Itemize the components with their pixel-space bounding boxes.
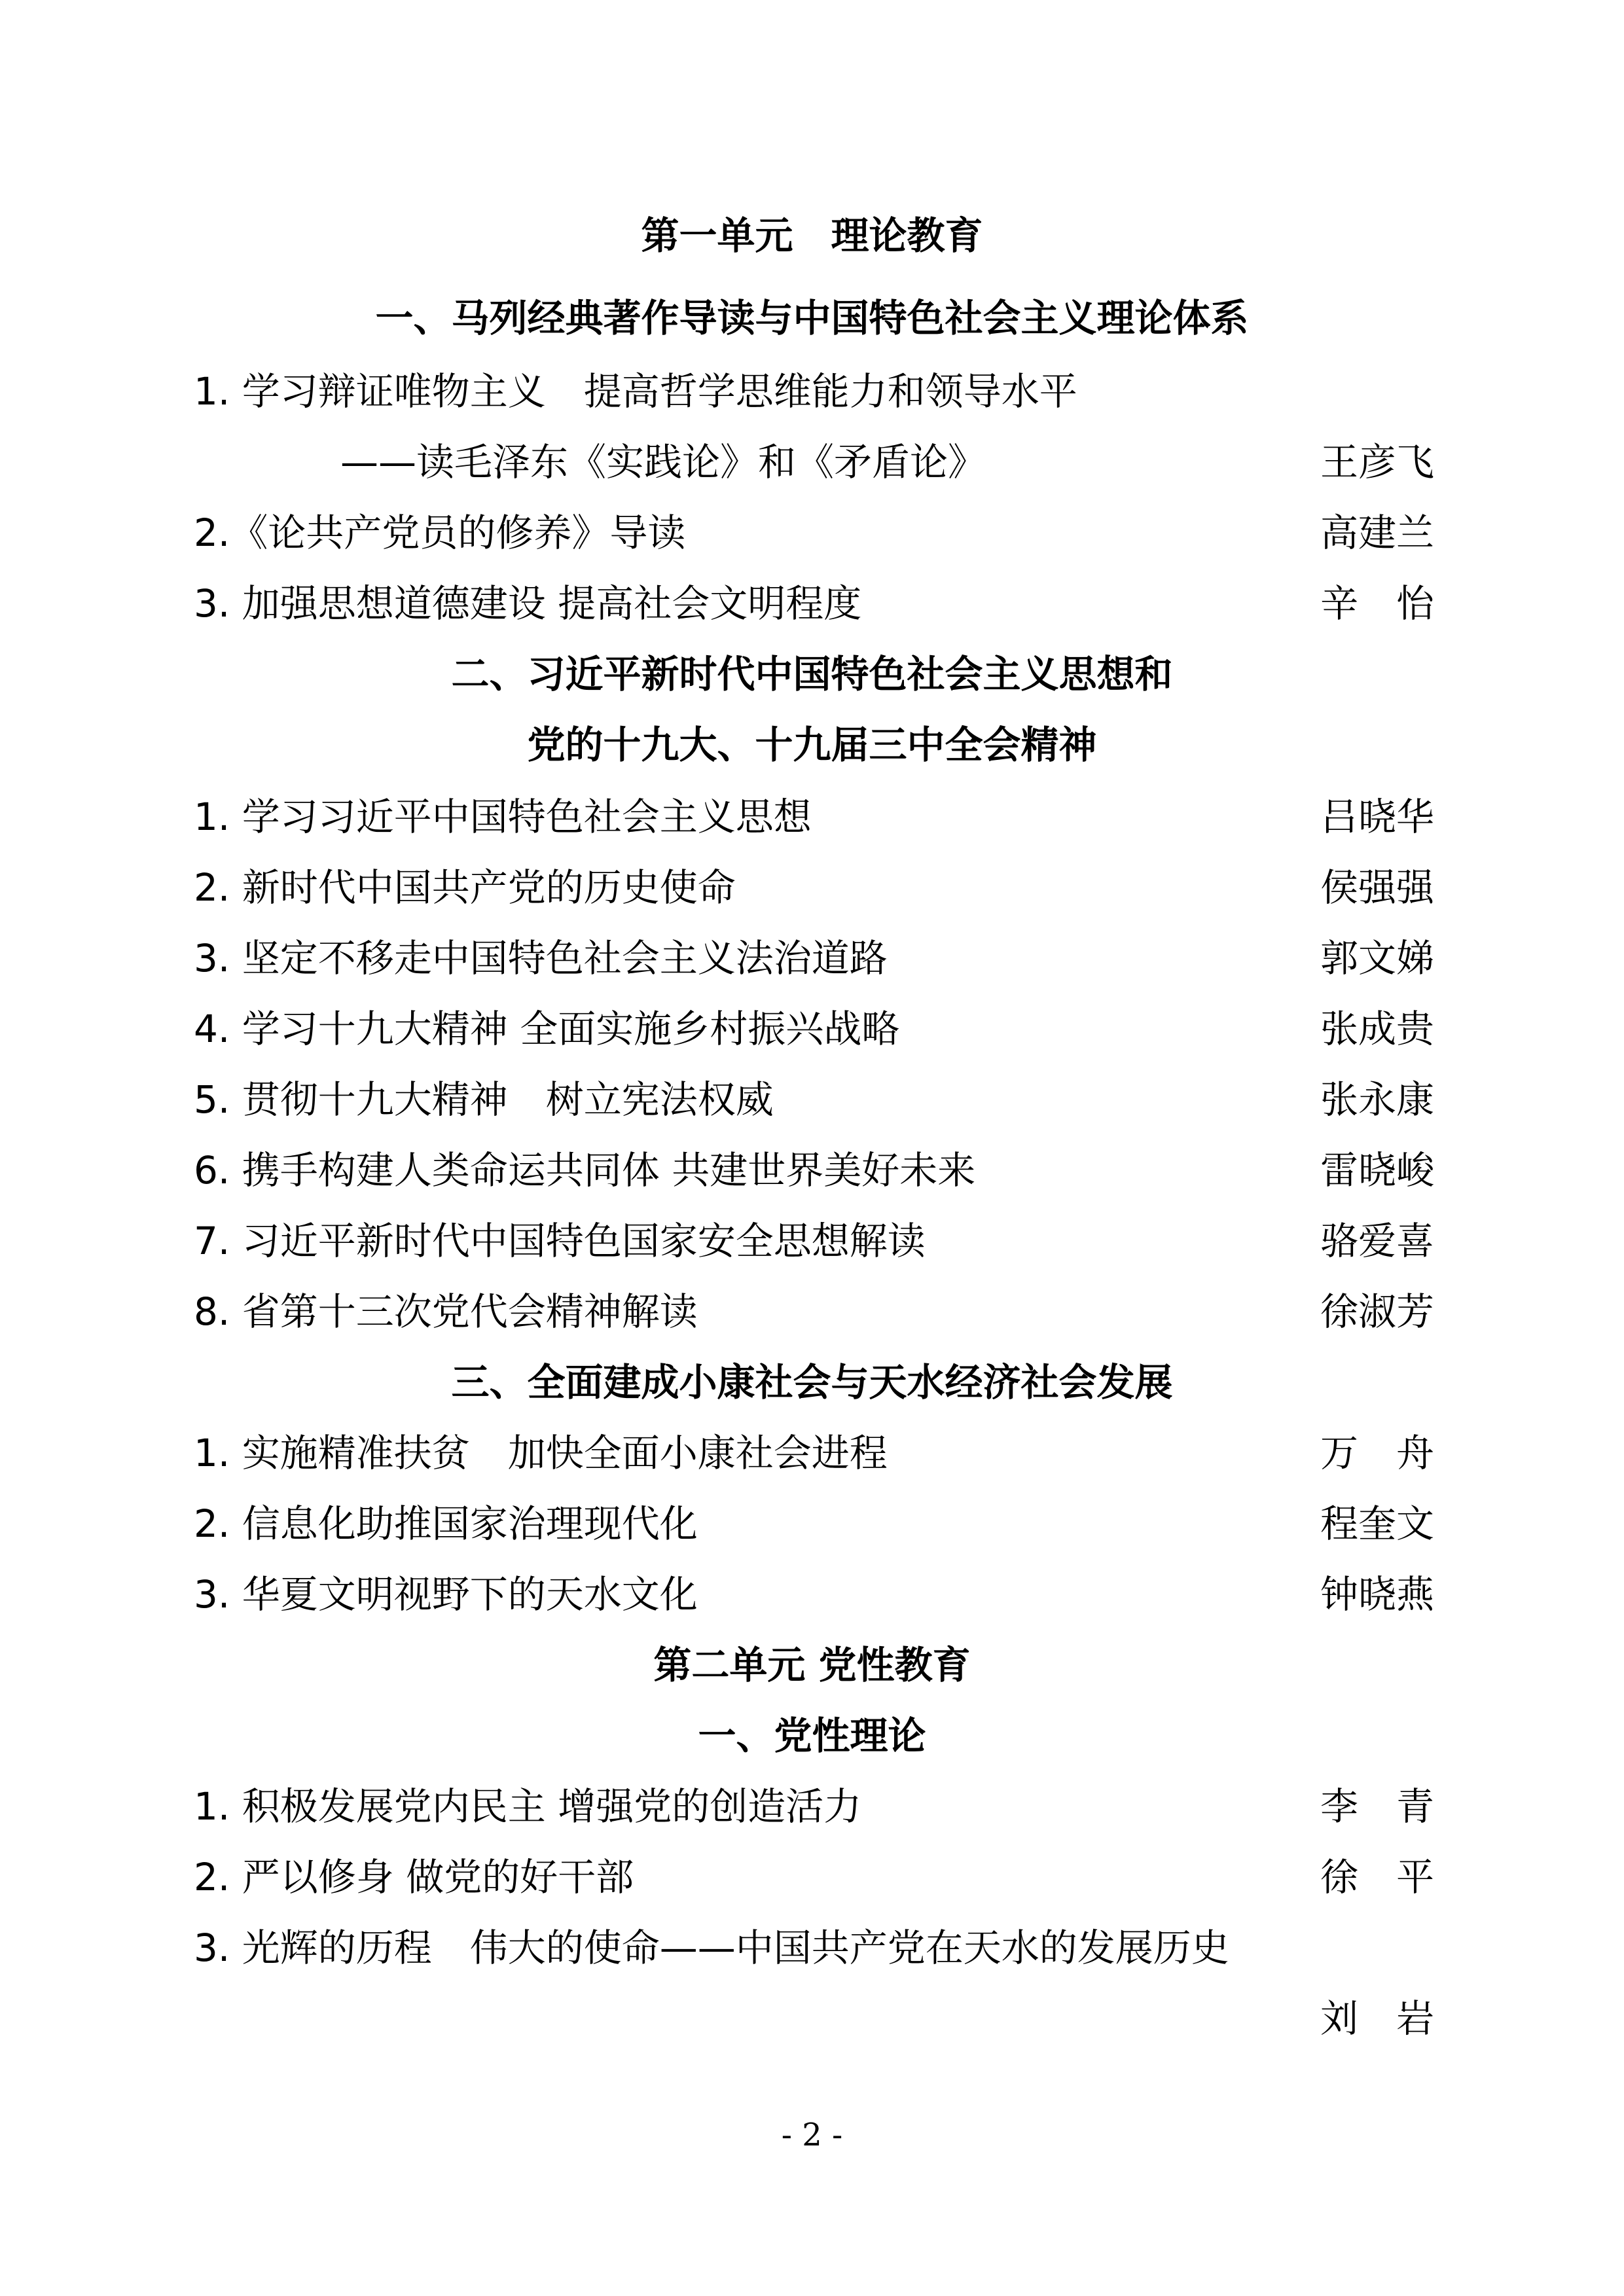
toc-item-author: 万舟 [1320, 1431, 1472, 1475]
toc-item-author: 吕晓华 [1320, 795, 1434, 839]
toc-item-title: 3. 华夏文明视野下的天水文化 [194, 1572, 698, 1617]
page-number: - 2 - [781, 2117, 843, 2153]
toc-item-title: 3. 光辉的历程 伟大的使命——中国共产党在天水的发展历史 [194, 1926, 1229, 1970]
toc-item-title: 2. 信息化助推国家治理现代化 [194, 1501, 698, 1546]
toc-item-title: 1. 实施精准扶贫 加快全面小康社会进程 [194, 1431, 888, 1475]
toc-item-title: 1. 学习习近平中国特色社会主义思想 [194, 795, 812, 839]
unit1-section1-heading: 一、马列经典著作导读与中国特色社会主义理论体系 [375, 296, 1249, 340]
toc-item-author: 徐淑芳 [1320, 1289, 1434, 1334]
toc-item-subtitle: ——读毛泽东《实践论》和《矛盾论》 [340, 440, 986, 484]
toc-item-title: 1. 积极发展党内民主 增强党的创造活力 [194, 1784, 862, 1829]
toc-item-title: 6. 携手构建人类命运共同体 共建世界美好未来 [194, 1148, 976, 1193]
toc-item-author: 李青 [1320, 1784, 1472, 1829]
toc-item-author: 侯强强 [1320, 865, 1434, 910]
unit2-heading: 第二单元 党性教育 [653, 1643, 971, 1687]
toc-item-author: 郭文娣 [1320, 936, 1434, 980]
toc-item-title: 2. 严以修身 做党的好干部 [194, 1855, 634, 1899]
toc-item-author: 徐平 [1320, 1855, 1472, 1899]
toc-item-title: 5. 贯彻十九大精神 树立宪法权威 [194, 1077, 774, 1122]
unit1-heading: 第一单元 理论教育 [641, 213, 983, 258]
toc-item-title: 4. 学习十九大精神 全面实施乡村振兴战略 [194, 1007, 900, 1051]
toc-item-author: 雷晓峻 [1320, 1148, 1434, 1193]
toc-item-author: 骆爱喜 [1320, 1219, 1434, 1263]
unit1-section2-heading-line2: 党的十九大、十九届三中全会精神 [527, 723, 1097, 767]
toc-item-author: 高建兰 [1320, 511, 1434, 555]
unit1-section2-heading-line1: 二、习近平新时代中国特色社会主义思想和 [451, 652, 1173, 696]
toc-item-author: 张永康 [1320, 1077, 1434, 1122]
toc-item-title: 1. 学习辩证唯物主义 提高哲学思维能力和领导水平 [194, 369, 1077, 414]
toc-item-title: 2.《论共产党员的修养》导读 [194, 511, 686, 555]
toc-item-title: 3. 加强思想道德建设 提高社会文明程度 [194, 581, 862, 626]
toc-item-author: 钟晓燕 [1320, 1572, 1434, 1617]
unit1-section3-heading: 三、全面建成小康社会与天水经济社会发展 [451, 1360, 1173, 1405]
toc-item-author: 程奎文 [1320, 1501, 1434, 1546]
toc-item-title: 7. 习近平新时代中国特色国家安全思想解读 [194, 1219, 926, 1263]
toc-item-author: 刘岩 [1320, 1996, 1472, 2041]
toc-item-title: 8. 省第十三次党代会精神解读 [194, 1289, 698, 1334]
toc-item-title: 2. 新时代中国共产党的历史使命 [194, 865, 736, 910]
toc-item-author: 王彦飞 [1320, 440, 1434, 484]
toc-item-title: 3. 坚定不移走中国特色社会主义法治道路 [194, 936, 888, 980]
toc-item-author: 辛怡 [1320, 581, 1472, 626]
toc-item-author: 张成贵 [1320, 1007, 1434, 1051]
unit2-section1-heading: 一、党性理论 [698, 1713, 926, 1758]
